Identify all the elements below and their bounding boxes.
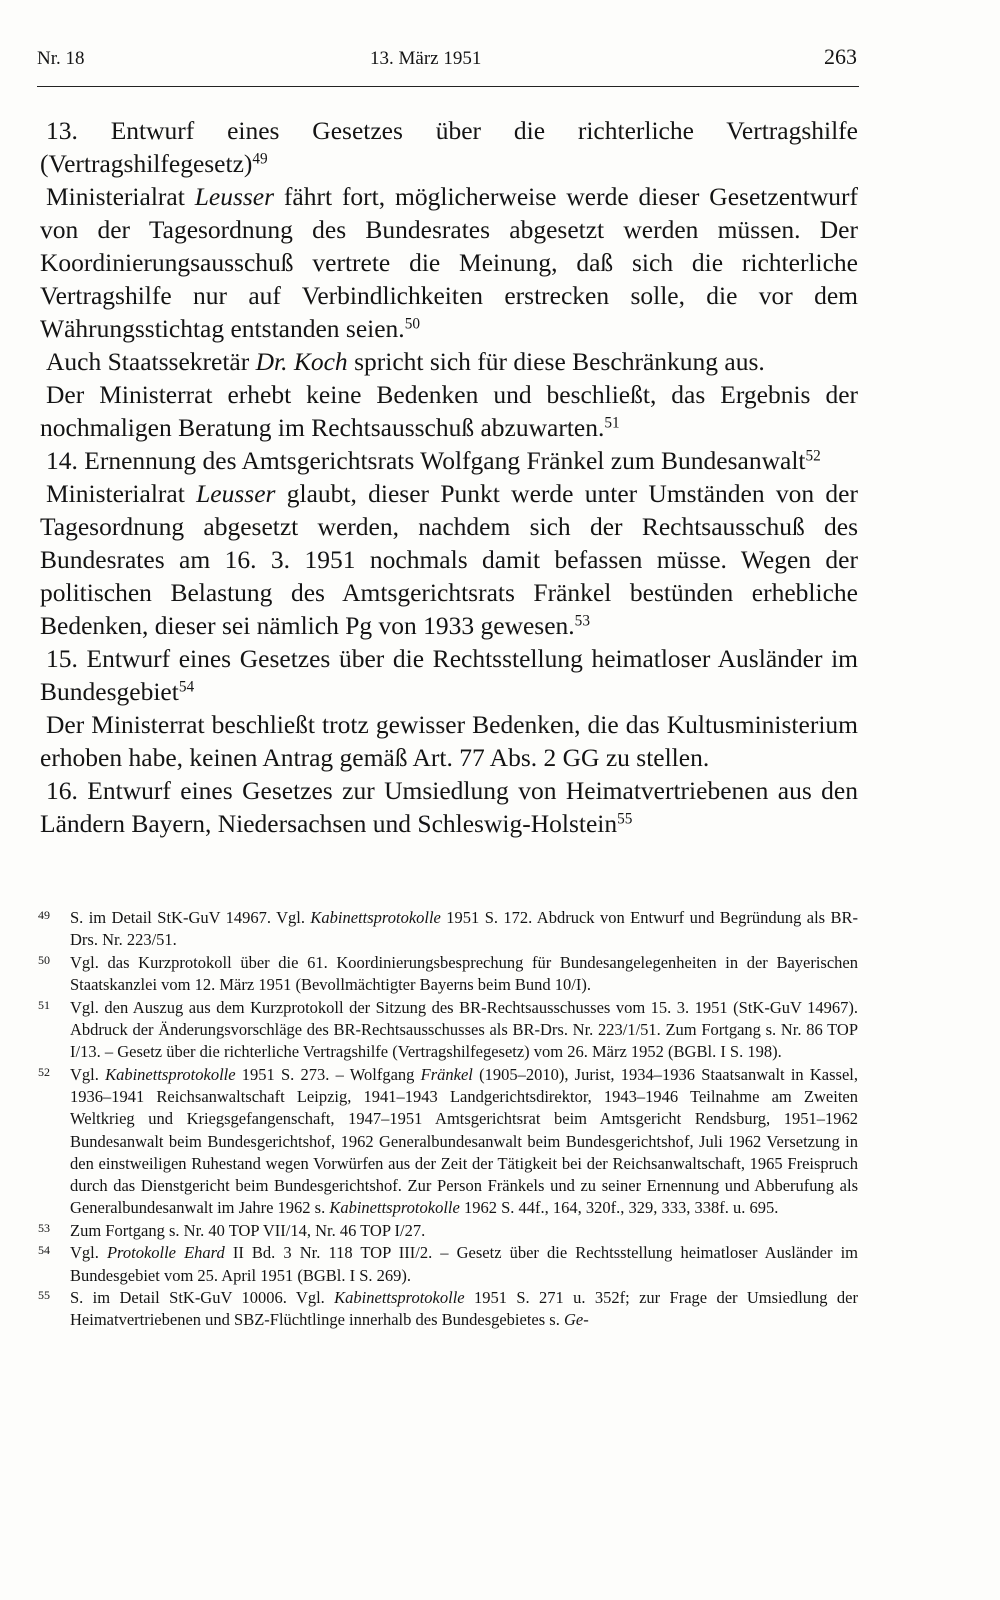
- page-number: 263: [824, 44, 857, 69]
- footnote-number: 53: [38, 1220, 50, 1235]
- text-run: Der Ministerrat erhebt keine Bedenken und beschließt, das Ergebnis der nochmaligen Beratung im Rechtsausschuß abzuwarten.: [40, 380, 858, 442]
- footnotes: [38, 907, 858, 1332]
- footnote-number: 54: [38, 1243, 50, 1258]
- paragraph: [40, 378, 858, 444]
- footnote-number: 52: [38, 1064, 50, 1079]
- text-run: fährt fort, möglicherweise werde dieser Gesetzentwurf von der Tagesordnung des Bundesrates abgesetzt werden müssen. Der Koordinierungsausschuß vertrete die Meinung, daß sich die richterliche Vertragshilfe nur auf Verbindlichkeiten erstrecken solle, die vor dem Währungsstichtag entstanden seien.: [40, 182, 858, 343]
- paragraph: [40, 477, 858, 642]
- text-run: S. im Detail StK-GuV 10006. Vgl.: [70, 1288, 335, 1308]
- text-run: 15. Entwurf eines Gesetzes über die Rechtsstellung heimatloser Ausländer im Bundesgebiet: [40, 644, 858, 706]
- header-rule: [37, 86, 859, 87]
- text-run: Ministerialrat: [46, 479, 197, 508]
- text-run: 16. Entwurf eines Gesetzes zur Umsiedlung von Heimatvertriebenen aus den Ländern Bayern, Niedersachsen und Schleswig-Holstein: [40, 776, 858, 838]
- footnote-ref: 55: [617, 810, 633, 828]
- text-run: glaubt, dieser Punkt werde unter Umständen von der Tagesordnung abgesetzt werden, nachdem sich der Rechtsausschuß des Bundesrates am 16. 3. 1951 nochmals damit befassen müsse. Wegen der politischen Belastung des Amtsgerichtsrats Fränkel bestünden erhebliche Bedenken, dieser sei nämlich Pg von 1933 gewesen.: [40, 479, 858, 640]
- footnote-number: 51: [38, 997, 50, 1012]
- text-run: (1905–2010), Jurist, 1934–1936 Staatsanwalt in Kassel, 1936–1941 Reichsanwaltschaft Leipzig, 1941–1943 Landgerichtsdirektor, 1943–1946 Teilnahme am Zweiten Weltkrieg und Kriegsgefangenschaft, 1947–1951 Amtsgerichtsrat beim Amtsgericht Rendsburg, 1951–1962 Bundesanwalt beim Bundesgerichtshof, 1962 Generalbundesanwalt beim Bundesgerichtshof, Juli 1962 Versetzung in den einstweiligen Ruhestand wegen Vorwürfen aus der Zeit der Tätigkeit bei der Reichsanwaltschaft, 1965 Freispruch durch das Dienstgericht beim Bundesgerichtshof. Zur Person Fränkels und zu seiner Ernennung und Abberufung als Generalbundesanwalt im Jahre 1962 s.: [70, 1064, 858, 1218]
- paragraph: [40, 642, 858, 708]
- italic-text: Protokolle Ehard: [106, 1243, 225, 1263]
- text-run: Zum Fortgang s. Nr. 40 TOP VII/14, Nr. 46 TOP I/27.: [70, 1220, 426, 1240]
- footnote-ref: 50: [404, 315, 420, 333]
- paragraph: [40, 774, 858, 840]
- footnote-ref: 51: [604, 414, 620, 432]
- text-run: spricht sich für diese Beschränkung aus.: [347, 347, 765, 376]
- footnote: [38, 952, 858, 997]
- footnote: [38, 1242, 858, 1287]
- running-header: [37, 44, 857, 88]
- text-run: Vgl.: [70, 1064, 106, 1084]
- italic-text: Dr. Koch: [255, 347, 348, 376]
- text-run: 1962 S. 44f., 164, 320f., 329, 333, 338f. u. 695.: [459, 1198, 779, 1218]
- italic-text: Kabinettsprotokolle: [329, 1198, 460, 1218]
- footnote-ref: 52: [805, 447, 821, 465]
- footnote-number: 49: [38, 908, 50, 922]
- footnote-ref: 53: [574, 612, 590, 630]
- footnote-ref: 49: [252, 150, 268, 168]
- text-run: S. im Detail StK-GuV 14967. Vgl.: [70, 908, 311, 927]
- paragraph: [40, 180, 858, 345]
- text-run: 1951 S. 271 u. 352f; zur Frage der Umsiedlung der Heimatvertriebenen und SBZ-Flüchtlinge innerhalb des Bundesgebietes s.: [70, 1288, 858, 1330]
- text-run: II Bd. 3 Nr. 118 TOP III/2. – Gesetz über die Rechtsstellung heimatloser Ausländer im Bundesgebiet vom 25. April 1951 (BGBl. I S. 269).: [70, 1243, 858, 1285]
- italic-text: Kabinettsprotokolle: [310, 908, 441, 927]
- text-run: Vgl.: [70, 1243, 107, 1263]
- text-run: 14. Ernennung des Amtsgerichtsrats Wolfgang Fränkel zum Bundesanwalt: [46, 446, 806, 475]
- paragraph: [40, 114, 858, 180]
- text-run: Der Ministerrat beschließt trotz gewisser Bedenken, die das Kultusministerium erhoben habe, keinen Antrag gemäß Art. 77 Abs. 2 GG zu stellen.: [40, 710, 858, 772]
- footnote: [38, 1064, 858, 1220]
- text-run: Vgl. den Auszug aus dem Kurzprotokoll der Sitzung des BR-Rechtsausschusses vom 15. 3. 1951 (StK-GuV 14967). Abdruck der Änderungsvorschläge des BR-Rechtsausschusses als BR-Drs. Nr. 223/1/51. Zum Fortgang s. Nr. 86 TOP I/13. – Gesetz über die richterliche Vertragshilfe (Vertragshilfegesetz) vom 26. März 1952 (BGBl. I S. 198).: [70, 997, 858, 1062]
- paragraph: [40, 345, 858, 378]
- footnote-ref: 54: [178, 678, 195, 696]
- text-run: Auch Staatssekretär: [46, 347, 256, 376]
- italic-text: Kabinettsprotokolle: [334, 1288, 465, 1308]
- text-run: 1951 S. 172. Abdruck von Entwurf und Begründung als BR-Drs. Nr. 223/51.: [70, 908, 858, 950]
- meeting-date: 13. März 1951: [370, 48, 482, 69]
- footnote-number: 55: [38, 1288, 50, 1303]
- text-run: 13. Entwurf eines Gesetzes über die richterliche Vertragshilfe (Vertragshilfegesetz): [40, 116, 858, 178]
- text-run: 1951 S. 273. – Wolfgang: [235, 1064, 421, 1084]
- document-number: Nr. 18: [37, 48, 85, 69]
- text-run: Ministerialrat: [46, 182, 195, 211]
- footnote: [38, 1220, 858, 1242]
- footnote: [38, 997, 858, 1064]
- italic-text: Leusser: [196, 479, 276, 508]
- footnote: [38, 1287, 858, 1332]
- italic-text: Ge-: [563, 1310, 589, 1330]
- paragraph: [40, 444, 858, 477]
- italic-text: Leusser: [194, 182, 275, 211]
- paragraph: [40, 708, 858, 774]
- footnote: [38, 907, 858, 952]
- body-text: [40, 114, 858, 840]
- text-run: Vgl. das Kurzprotokoll über die 61. Koordinierungsbesprechung für Bundesangelegenheiten in der Bayerischen Staatskanzlei vom 12. März 1951 (Bevollmächtigter Bayerns beim Bund 10/I).: [70, 952, 858, 995]
- footnote-number: 50: [38, 952, 50, 967]
- italic-text: Kabinettsprotokolle: [105, 1064, 236, 1084]
- italic-text: Fränkel: [420, 1064, 473, 1084]
